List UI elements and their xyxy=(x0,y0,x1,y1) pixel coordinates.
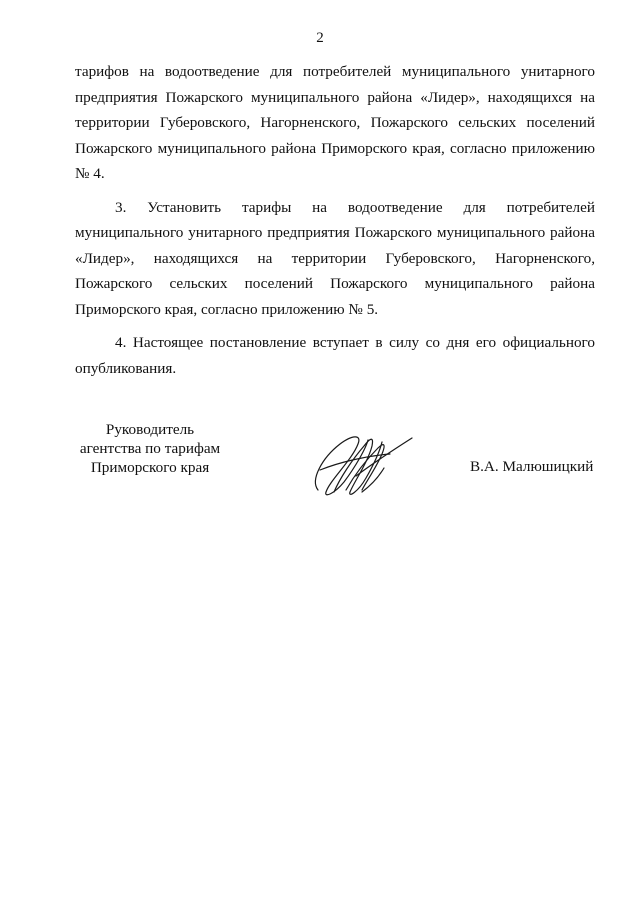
page-number: 2 xyxy=(316,30,324,46)
paragraph-item-4: 4. Настоящее постановление вступает в силу со дня его официального опубликования. xyxy=(75,334,595,377)
signer-position-line1: Руководитель xyxy=(105,421,195,438)
paragraph-item-3: 3. Установить тарифы на водоотведение для потребителей муниципального унитарного предприятия Пожарского муниципального района «Лидер», находящихся на территории Губеровского, Нагорненского, Пожарского сельских поселений Пожарского муниципального района Приморского края, согласно приложению № 5. xyxy=(75,198,595,318)
document-body xyxy=(75,59,595,389)
signer-position xyxy=(55,420,245,477)
paragraph-continuation: тарифов на водоотведение для потребителей муниципального унитарного предприятия Пожарского муниципального района «Лидер», находящихся на территории Губеровского, Нагорненского, Пожарского сельских поселений Пожарского муниципального района Приморского края, согласно приложению № 4. xyxy=(75,63,595,182)
handwritten-signature-icon xyxy=(300,420,420,500)
signer-name: В.А. Малюшицкий xyxy=(470,458,594,475)
signer-position-line2: агентства по тарифам xyxy=(79,440,221,457)
signer-position-line3: Приморского края xyxy=(90,459,210,476)
signature-block xyxy=(0,420,640,510)
